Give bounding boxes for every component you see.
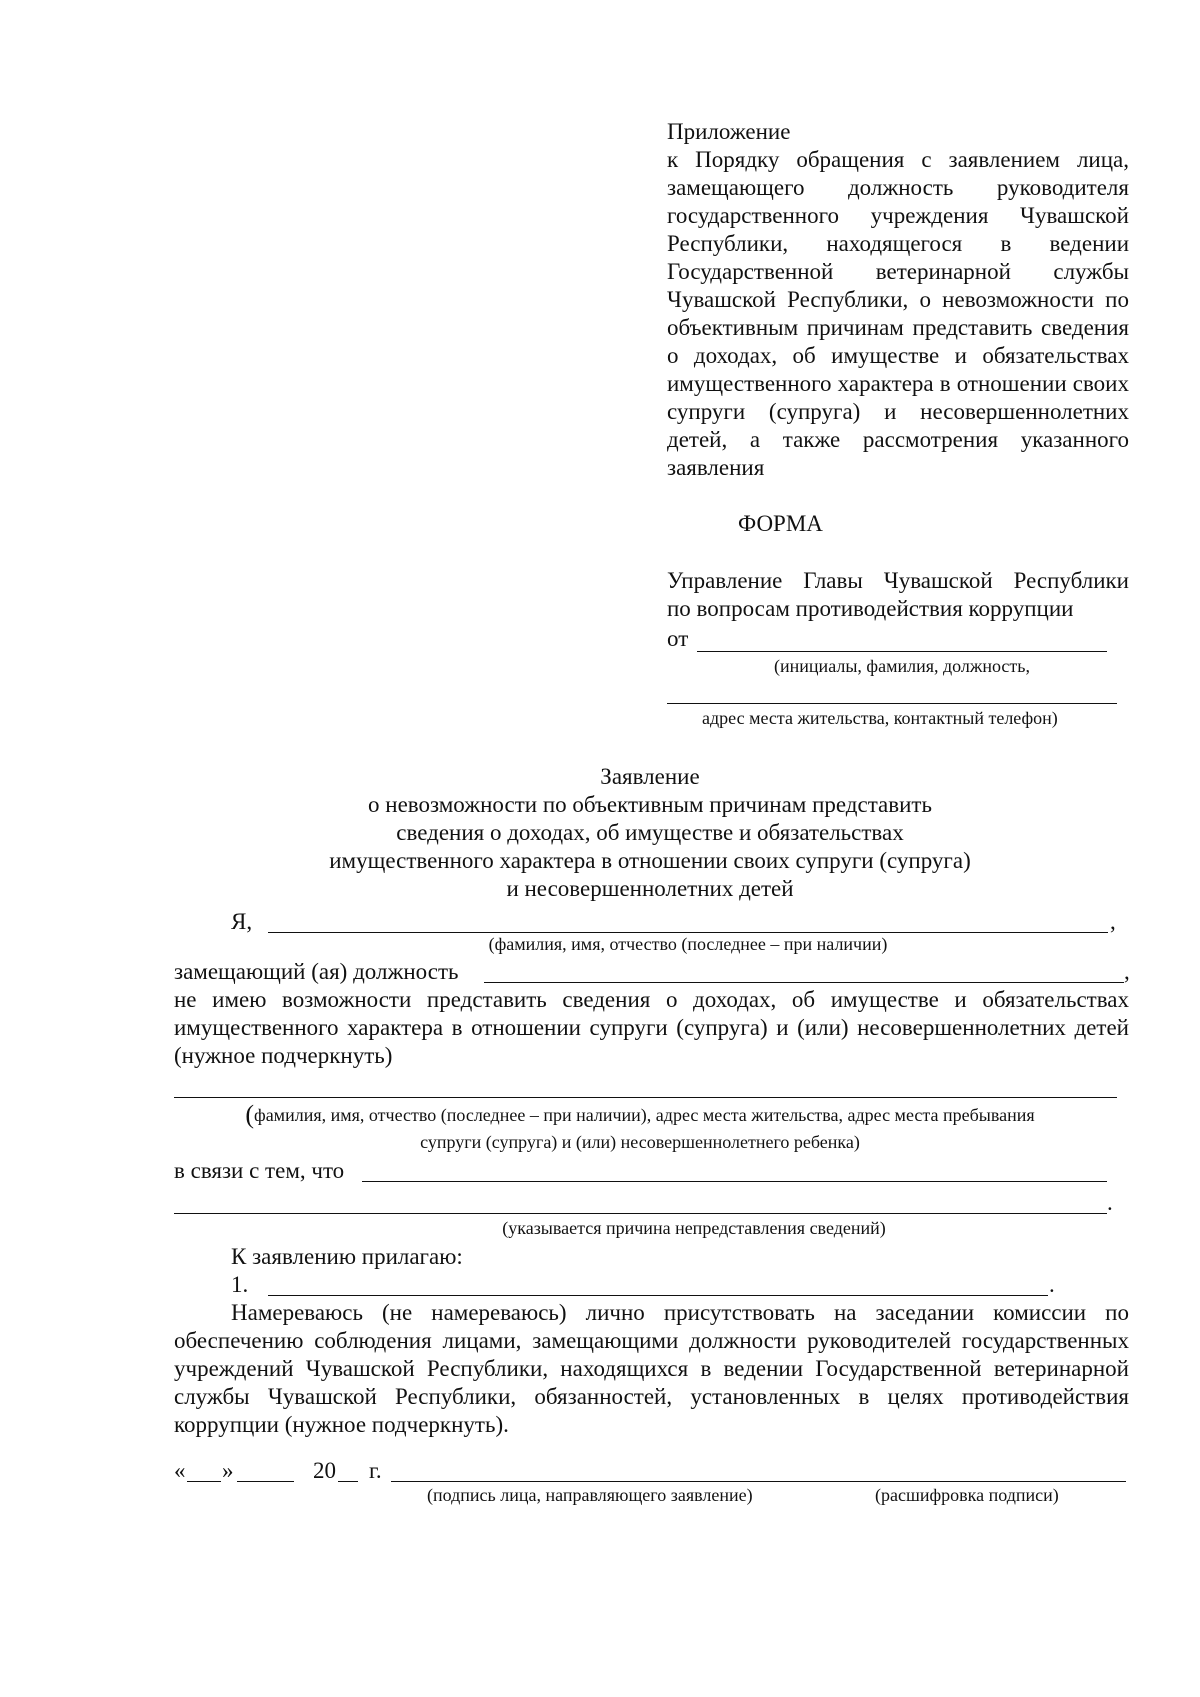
appendix-block: [667, 118, 1129, 482]
signature-caption: (подпись лица, направляющего заявление): [427, 1485, 753, 1505]
attach-period: .: [1049, 1272, 1055, 1297]
date-day-field-line[interactable]: [187, 1481, 221, 1482]
reason-caption: (указывается причина непредставления сведений): [502, 1218, 886, 1238]
date-month-field-line[interactable]: [237, 1481, 294, 1482]
addressee-line-1: Управление Главы Чувашской Республики: [667, 568, 1129, 593]
position-field-line[interactable]: [484, 982, 1124, 983]
attach-label: К заявлению прилагаю:: [231, 1244, 463, 1269]
i-label: Я,: [231, 909, 253, 934]
date-year-field-line[interactable]: [338, 1481, 358, 1482]
reason-field-line-2[interactable]: [174, 1213, 1107, 1214]
statement-text: не имею возможности представить сведения о доходах, об имуществе и обязательствах имущественного характера в отношении супруги (супруга) и (или) несовершеннолетних детей (нужное подчеркнуть): [174, 987, 1129, 1068]
relatives-caption-2: супруги (супруга) и (или) несовершеннолетнего ребенка): [420, 1132, 860, 1152]
signature-field-line[interactable]: [391, 1481, 1126, 1482]
signature-decoding-caption: (расшифровка подписи): [875, 1485, 1059, 1505]
from-caption-1: (инициалы, фамилия, должность,: [774, 656, 1030, 676]
form-label: ФОРМА: [738, 511, 823, 536]
attach-item-number: 1.: [231, 1272, 249, 1297]
position-label: замещающий (ая) должность: [174, 959, 459, 984]
date-year-suffix: г.: [369, 1458, 382, 1483]
reason-field-line-1[interactable]: [362, 1181, 1107, 1182]
date-open-quote: «: [174, 1458, 186, 1483]
reason-period: .: [1107, 1190, 1113, 1215]
title-line-2: о невозможности по объективным причинам представить: [368, 792, 932, 817]
full-name-caption: (фамилия, имя, отчество (последнее – при наличии): [488, 934, 888, 954]
i-comma: ,: [1110, 909, 1116, 934]
title-line-1: Заявление: [600, 764, 700, 789]
from-caption-2: адрес места жительства, контактный телефон): [702, 708, 1058, 728]
attach-item-field-line[interactable]: [268, 1295, 1048, 1296]
date-year-prefix: 20: [313, 1458, 336, 1483]
intent-block: [174, 1299, 1129, 1439]
date-close-quote: »: [222, 1458, 234, 1483]
position-comma: ,: [1124, 959, 1130, 984]
statement-block: [174, 986, 1129, 1070]
title-line-5: и несовершеннолетних детей: [506, 876, 794, 901]
title-line-4: имущественного характера в отношении своих супруги (супруга): [329, 848, 971, 873]
intent-text: Намереваюсь (не намереваюсь) лично присутствовать на заседании комиссии по обеспечению соблюдения лицами, замещающими должности руководителей государственных учреждений Чувашской Республики, находящихся в ведении Государственной ветеринарной службы Чувашской Республики, обязанностей, установленных в целях противодействия коррупции (нужное подчеркнуть).: [174, 1300, 1129, 1437]
relatives-caption-1: [160, 1100, 1120, 1129]
addressee-line-2: по вопросам противодействия коррупции: [667, 596, 1074, 621]
address-field-line[interactable]: [667, 703, 1117, 704]
appendix-heading: Приложение: [667, 119, 791, 144]
relatives-field-line[interactable]: [174, 1097, 1117, 1098]
from-field-line[interactable]: [697, 651, 1107, 652]
reason-label: в связи с тем, что: [174, 1158, 345, 1183]
appendix-text: к Порядку обращения с заявлением лица, замещающего должность руководителя государственного учреждения Чувашской Республики, находящегося в ведении Государственной ветеринарной службы Чувашской Республики, о невозможности по объективным причинам представить сведения о доходах, об имуществе и обязательствах имущественного характера в отношении своих супруги (супруга) и несовершеннолетних детей, а также рассмотрения указанного заявления: [667, 147, 1129, 480]
relatives-caption-paren: (: [245, 1100, 255, 1129]
title-line-3: сведения о доходах, об имуществе и обязательствах: [396, 820, 904, 845]
from-label: от: [667, 626, 689, 651]
relatives-caption-1-text: фамилия, имя, отчество (последнее – при наличии), адрес места жительства, адрес места пребывания: [254, 1105, 1035, 1125]
